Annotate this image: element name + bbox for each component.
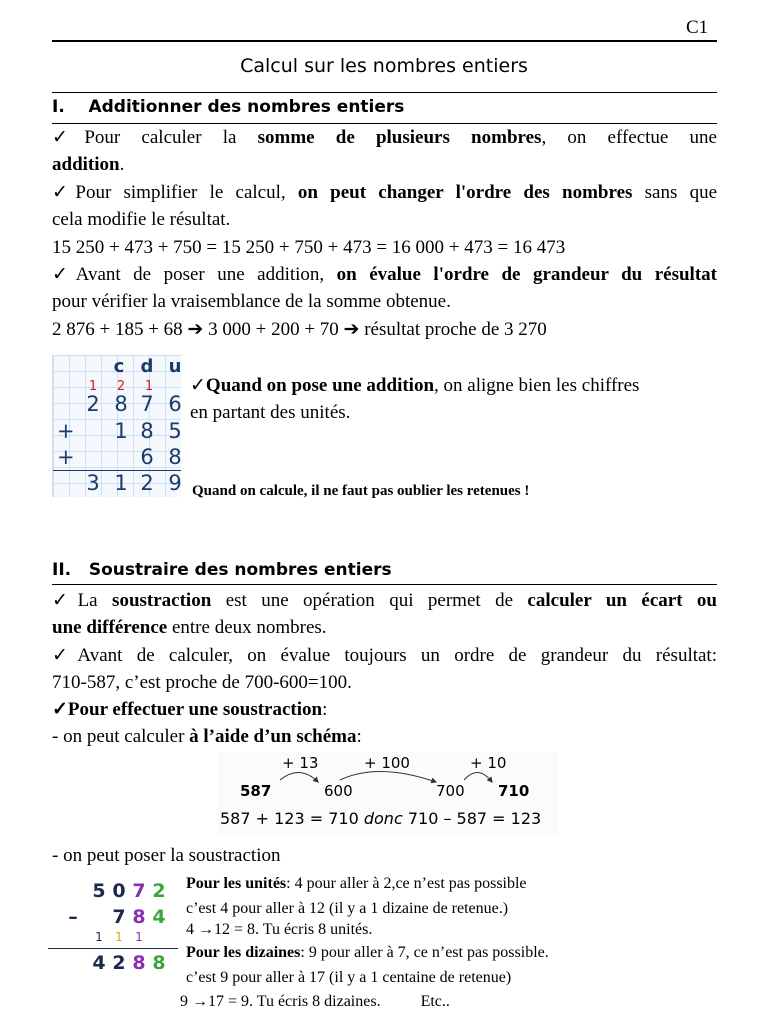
- schema-arrow-3: [464, 772, 492, 782]
- grid-plus-sign: +: [57, 419, 75, 443]
- sub-carry: 1: [115, 930, 123, 944]
- schema-arrow-2: [340, 771, 436, 782]
- addition-grid: [52, 355, 181, 497]
- schema-eq-donc: donc: [363, 809, 403, 828]
- sub-result-line: [48, 948, 178, 949]
- s1-p1-bold: somme de plusieurs nombres: [257, 127, 542, 148]
- sub-row2-digit: 4: [152, 906, 166, 928]
- s1-p1-text2: , on effectue une: [541, 127, 717, 148]
- schema-value-710: 710: [498, 782, 530, 800]
- exp-line5: c’est 9 pour aller à 17 (il y a 1 centaine de retenue): [186, 969, 512, 986]
- s1-paragraph1-line1: [52, 124, 717, 151]
- s1-paragraph2-line1: [52, 179, 717, 206]
- s2-p4-colon: :: [356, 726, 362, 747]
- s2-p3-bold: ✓Pour effectuer une soustraction: [52, 699, 323, 720]
- s2-p1-bold: soustraction: [112, 590, 212, 611]
- grid-result-digit: 1: [114, 471, 128, 495]
- grid-carry-2: 2: [116, 379, 126, 394]
- exp-line3: 4 →12 = 8. Tu écris 8 unités.: [186, 921, 373, 938]
- schema-value-700: 700: [436, 782, 465, 800]
- s1-p1-text: ✓Pour calculer la: [52, 127, 258, 148]
- grid-result-digit: 2: [140, 471, 154, 495]
- s2-p1-bold2: calculer un écart ou: [527, 590, 717, 611]
- grid-header-c: c: [113, 356, 125, 377]
- sub-row1-digit: 2: [152, 880, 166, 902]
- exp-line6: [180, 990, 450, 1013]
- s2-p3-colon: :: [322, 699, 328, 720]
- exp-etc: Etc..: [420, 993, 450, 1010]
- s1-paragraph2-line2: cela modifie le résultat.: [52, 209, 231, 230]
- sub-minus-sign: –: [68, 906, 78, 928]
- s1-p1-addition: addition: [52, 154, 120, 175]
- s2-paragraph1-line1: [52, 587, 717, 614]
- s1-p3-text: ✓Avant de poser une addition,: [52, 264, 337, 285]
- exp-line6-text: 9 →17 = 9. Tu écris 8 dizaines.: [180, 993, 381, 1010]
- sub-result-digit: 8: [132, 952, 146, 974]
- s2-paragraph4: [52, 723, 362, 750]
- section1-heading: I. Additionner des nombres entiers: [52, 97, 405, 117]
- s2-p4-bold: à l’aide d’un schéma: [189, 726, 357, 747]
- s2-paragraph2-line2: 710-587, c’est proche de 700-600=100.: [52, 672, 352, 693]
- s2-p1-text: ✓La: [52, 590, 113, 611]
- grid-row2-digit: 8: [140, 419, 154, 443]
- s2-paragraph2-line1: ✓Avant de calculer, on évalue toujours un ordre de grandeur du résultat:: [52, 645, 717, 666]
- s1-p3-bold: on évalue l'ordre de grandeur du résultat: [336, 264, 717, 285]
- sub-row1-digit: 5: [92, 880, 106, 902]
- sub-row2-digit: 7: [112, 906, 126, 928]
- sub-row2-digit: 8: [132, 906, 146, 928]
- s1-paragraph4-line1: [190, 372, 717, 399]
- s1-p4-bold: Quand on pose une addition: [205, 375, 435, 396]
- grid-carry-3: 1: [144, 379, 154, 394]
- s1-p2-text2: sans que: [632, 182, 718, 203]
- sub-result-digit: 8: [152, 952, 166, 974]
- s1-p2-bold: on peut changer l'ordre des nombres: [297, 182, 633, 203]
- grid-row2-digit: 5: [168, 419, 182, 443]
- schema-value-600: 600: [324, 782, 353, 800]
- grid-row3-digit: 6: [140, 445, 154, 469]
- sub-result-digit: 4: [92, 952, 106, 974]
- grid-header-d: d: [140, 356, 154, 377]
- sub-carry: 1: [95, 930, 103, 944]
- schema-arrow-1: [280, 772, 318, 782]
- grid-row1-digit: 6: [168, 392, 182, 416]
- schema-value-587: 587: [240, 782, 272, 800]
- s1-p4-check: ✓: [190, 375, 206, 396]
- section2-heading: II. Soustraire des nombres entiers: [52, 560, 392, 580]
- s1-paragraph3-line1: [52, 261, 717, 288]
- sub-row1-digit: 7: [132, 880, 146, 902]
- sub-carry: 1: [135, 930, 143, 944]
- grid-row1-digit: 8: [114, 392, 128, 416]
- exp-line4-text: : 9 pour aller à 7, ce n’est pas possible.: [300, 944, 549, 961]
- exp-tens-label: Pour les dizaines: [186, 944, 301, 961]
- s2-paragraph1-line2: [52, 614, 327, 641]
- s2-paragraph5: - on peut poser la soustraction: [52, 845, 281, 866]
- section1-top-rule: [52, 92, 717, 93]
- exp-line1: [186, 872, 527, 895]
- grid-result-digit: 9: [168, 471, 182, 495]
- grid-row1-digit: 2: [86, 392, 100, 416]
- schema-eq-part2: 710 – 587 = 123: [402, 809, 542, 828]
- s1-example2: 2 876 + 185 + 68 ➔ 3 000 + 200 + 70 ➔ résultat proche de 3 270: [52, 319, 547, 340]
- grid-row3-digit: 8: [168, 445, 182, 469]
- s2-p1-text3: entre deux nombres.: [167, 617, 327, 638]
- schema-step-1: + 13: [282, 754, 319, 772]
- exp-line2: c’est 4 pour aller à 12 (il y a 1 dizaine de retenue.): [186, 900, 509, 917]
- s2-paragraph3: [52, 696, 327, 723]
- posed-subtraction: [44, 872, 180, 980]
- s1-p1-period: .: [119, 154, 125, 175]
- page-code: C1: [686, 17, 709, 38]
- s1-note: Quand on calcule, il ne faut pas oublier les retenues !: [192, 483, 530, 499]
- exp-units-label: Pour les unités: [186, 875, 287, 892]
- exp-line4: [186, 941, 549, 964]
- top-rule: [52, 40, 717, 42]
- grid-carry-1: 1: [88, 379, 98, 394]
- s1-paragraph1-line2: [52, 151, 124, 178]
- grid-row2-digit: 1: [114, 419, 128, 443]
- sub-result-digit: 2: [112, 952, 126, 974]
- page-title: Calcul sur les nombres entiers: [240, 55, 528, 77]
- grid-result-digit: 3: [86, 471, 100, 495]
- s2-p1-bold3: une différence: [52, 617, 168, 638]
- sub-row1-digit: 0: [112, 880, 126, 902]
- grid-header-u: u: [168, 356, 182, 377]
- s1-p2-text: ✓Pour simplifier le calcul,: [52, 182, 298, 203]
- schema-step-3: + 10: [470, 754, 507, 772]
- s1-paragraph4-line2: en partant des unités.: [190, 402, 351, 423]
- exp-line1-text: : 4 pour aller à 2,ce n’est pas possible: [286, 875, 527, 892]
- section2-bottom-rule: [52, 584, 717, 585]
- s1-p4-text: , on aligne bien les chiffres: [434, 375, 640, 396]
- s1-paragraph3-line2: pour vérifier la vraisemblance de la somme obtenue.: [52, 291, 451, 312]
- grid-row1-digit: 7: [140, 392, 154, 416]
- subtraction-schema: [218, 752, 558, 834]
- schema-equation: [220, 809, 541, 828]
- s2-p1-text2: est une opération qui permet de: [211, 590, 528, 611]
- s2-p4-text: - on peut calculer: [52, 726, 190, 747]
- schema-step-2: + 100: [364, 754, 410, 772]
- s1-example1: 15 250 + 473 + 750 = 15 250 + 750 + 473 = 16 000 + 473 = 16 473: [52, 237, 566, 258]
- grid-plus-sign: +: [57, 445, 75, 469]
- schema-eq-part1: 587 + 123 = 710: [220, 809, 364, 828]
